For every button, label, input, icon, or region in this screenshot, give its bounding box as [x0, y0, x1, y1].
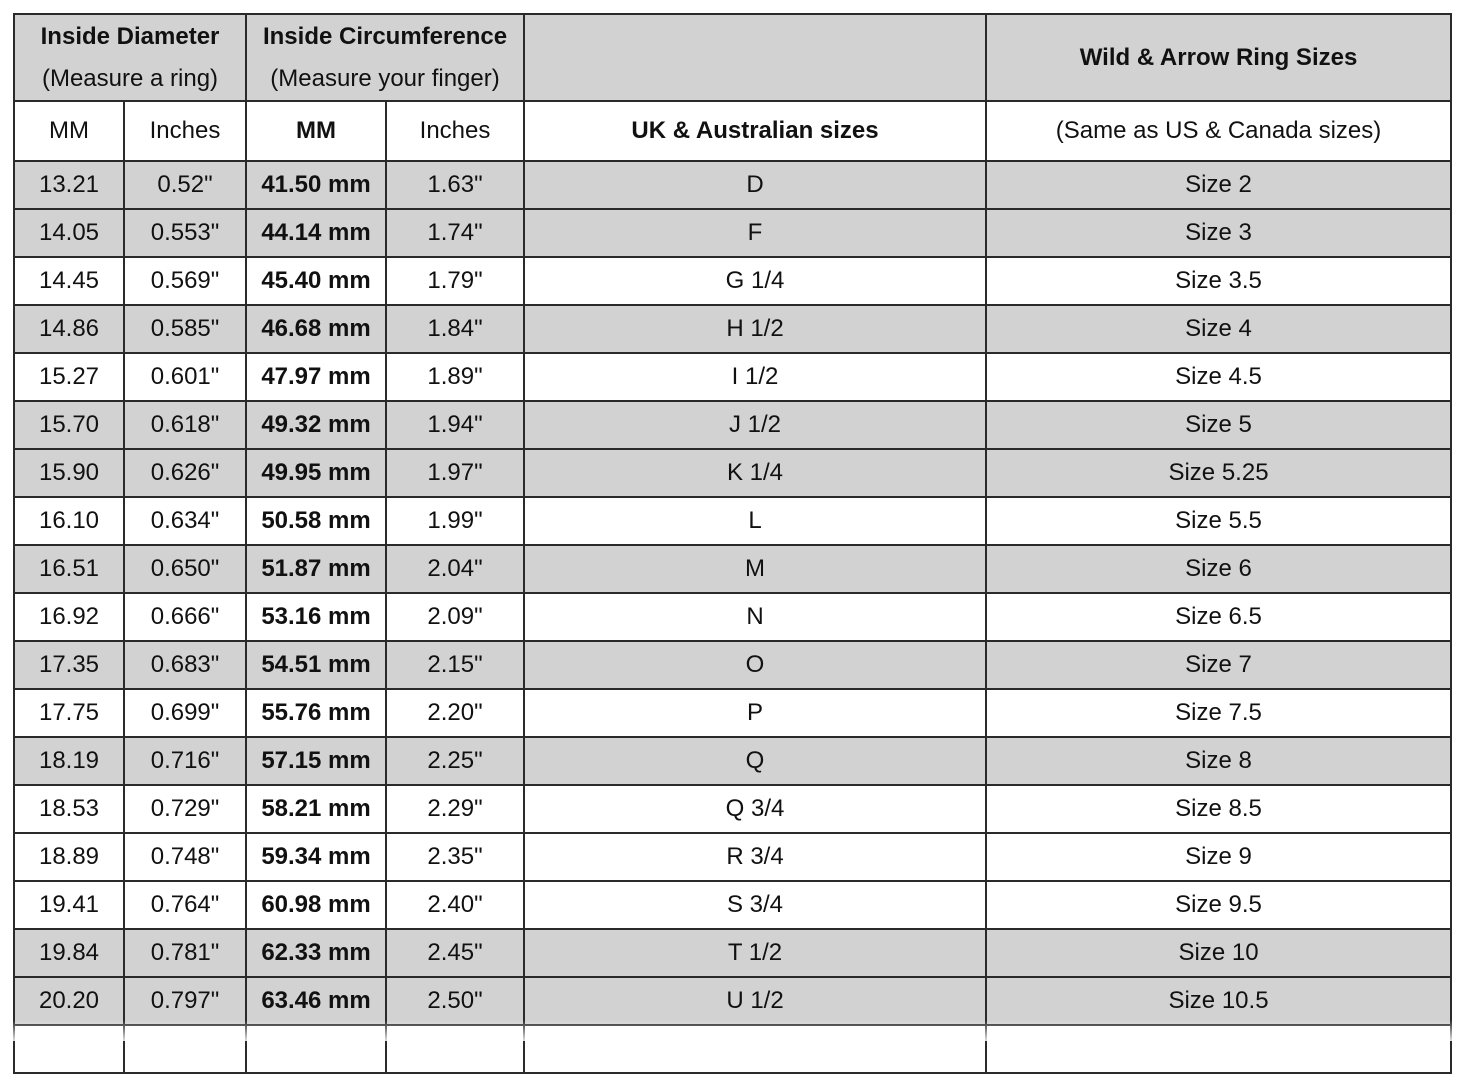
table-row: [14, 209, 1451, 257]
table-row: [14, 929, 1451, 977]
cell-circumference-inches: 1.89": [386, 353, 524, 401]
cell-circumference-mm: 46.68 mm: [246, 305, 386, 353]
table-row: [14, 497, 1451, 545]
table-row: [14, 641, 1451, 689]
cell-circumference-inches: 1.84": [386, 305, 524, 353]
cell-uk-au-size: T 1/2: [524, 929, 986, 977]
cell-uk-au-size: G 1/4: [524, 257, 986, 305]
cell-partial: [246, 1025, 386, 1073]
cell-circumference-mm: 44.14 mm: [246, 209, 386, 257]
table-row-partial: [14, 1025, 1451, 1073]
cell-circumference-mm: 41.50 mm: [246, 161, 386, 209]
cell-circumference-mm: 54.51 mm: [246, 641, 386, 689]
cell-diameter-inches: 0.52": [124, 161, 246, 209]
table-row: [14, 449, 1451, 497]
table-row: [14, 593, 1451, 641]
cell-uk-au-size: H 1/2: [524, 305, 986, 353]
wild-arrow-header: [986, 14, 1451, 101]
cell-wild-arrow-size: Size 2: [986, 161, 1451, 209]
cell-circumference-inches: 2.15": [386, 641, 524, 689]
table-row: [14, 401, 1451, 449]
table-row: [14, 785, 1451, 833]
cell-circumference-mm: 49.95 mm: [246, 449, 386, 497]
cell-diameter-mm: 15.90: [14, 449, 124, 497]
cell-circumference-inches: 1.74": [386, 209, 524, 257]
cell-circumference-inches: 2.25": [386, 737, 524, 785]
wild-arrow-title: Wild & Arrow Ring Sizes: [1079, 43, 1358, 71]
cell-partial: [386, 1025, 524, 1073]
col-header-diameter-mm: MM: [14, 101, 124, 161]
table-row: [14, 881, 1451, 929]
cell-wild-arrow-size: Size 8.5: [986, 785, 1451, 833]
table-row: [14, 689, 1451, 737]
inside-diameter-title: Inside Diameter: [40, 22, 220, 50]
cell-uk-au-size: Q 3/4: [524, 785, 986, 833]
cell-wild-arrow-size: Size 5: [986, 401, 1451, 449]
col-header-diameter-inches: Inches: [124, 101, 246, 161]
cell-partial: [14, 1025, 124, 1073]
cell-circumference-inches: 1.97": [386, 449, 524, 497]
cell-wild-arrow-size: Size 6: [986, 545, 1451, 593]
col-header-wild-arrow-note: (Same as US & Canada sizes): [986, 101, 1451, 161]
cell-diameter-mm: 19.84: [14, 929, 124, 977]
cell-partial: [986, 1025, 1451, 1073]
cell-uk-au-size: J 1/2: [524, 401, 986, 449]
cell-uk-au-size: K 1/4: [524, 449, 986, 497]
uk-au-group-header: [524, 14, 986, 101]
table-row: [14, 545, 1451, 593]
col-header-circumference-inches: Inches: [386, 101, 524, 161]
inside-circumference-title: Inside Circumference: [262, 22, 508, 50]
cell-wild-arrow-size: Size 6.5: [986, 593, 1451, 641]
cell-circumference-inches: 1.63": [386, 161, 524, 209]
cell-uk-au-size: O: [524, 641, 986, 689]
cell-diameter-mm: 16.51: [14, 545, 124, 593]
cell-uk-au-size: N: [524, 593, 986, 641]
cell-circumference-mm: 47.97 mm: [246, 353, 386, 401]
cell-diameter-inches: 0.626": [124, 449, 246, 497]
cell-circumference-inches: 2.50": [386, 977, 524, 1025]
header-row-columns: [14, 101, 1451, 161]
cell-uk-au-size: I 1/2: [524, 353, 986, 401]
cell-circumference-inches: 2.29": [386, 785, 524, 833]
cell-partial: [124, 1025, 246, 1073]
cell-diameter-mm: 16.92: [14, 593, 124, 641]
cell-diameter-mm: 18.53: [14, 785, 124, 833]
cell-wild-arrow-size: Size 3: [986, 209, 1451, 257]
cell-wild-arrow-size: Size 7: [986, 641, 1451, 689]
cell-diameter-inches: 0.618": [124, 401, 246, 449]
cell-diameter-mm: 14.45: [14, 257, 124, 305]
cell-diameter-inches: 0.699": [124, 689, 246, 737]
cell-diameter-inches: 0.781": [124, 929, 246, 977]
cell-circumference-mm: 60.98 mm: [246, 881, 386, 929]
header-row-groups: [14, 14, 1451, 101]
cell-circumference-inches: 2.20": [386, 689, 524, 737]
table-row: [14, 353, 1451, 401]
cell-uk-au-size: P: [524, 689, 986, 737]
cell-diameter-mm: 15.27: [14, 353, 124, 401]
cell-wild-arrow-size: Size 9.5: [986, 881, 1451, 929]
cell-circumference-mm: 57.15 mm: [246, 737, 386, 785]
table-body: [14, 161, 1451, 1073]
cell-diameter-inches: 0.650": [124, 545, 246, 593]
cell-diameter-inches: 0.683": [124, 641, 246, 689]
cell-diameter-inches: 0.601": [124, 353, 246, 401]
cell-uk-au-size: U 1/2: [524, 977, 986, 1025]
cell-wild-arrow-size: Size 3.5: [986, 257, 1451, 305]
cell-circumference-mm: 63.46 mm: [246, 977, 386, 1025]
cell-circumference-mm: 62.33 mm: [246, 929, 386, 977]
cell-circumference-mm: 53.16 mm: [246, 593, 386, 641]
cell-circumference-inches: 2.35": [386, 833, 524, 881]
cell-uk-au-size: S 3/4: [524, 881, 986, 929]
cell-diameter-inches: 0.553": [124, 209, 246, 257]
cell-partial: [524, 1025, 986, 1073]
col-header-uk-au-sizes: UK & Australian sizes: [524, 101, 986, 161]
ring-size-chart: [13, 13, 1450, 1074]
cell-circumference-inches: 2.09": [386, 593, 524, 641]
cell-circumference-inches: 2.40": [386, 881, 524, 929]
ring-size-table: [13, 13, 1452, 1074]
table-row: [14, 737, 1451, 785]
cell-diameter-mm: 18.19: [14, 737, 124, 785]
cell-circumference-mm: 58.21 mm: [246, 785, 386, 833]
cell-diameter-mm: 19.41: [14, 881, 124, 929]
cell-diameter-inches: 0.797": [124, 977, 246, 1025]
cell-uk-au-size: R 3/4: [524, 833, 986, 881]
cell-diameter-mm: 13.21: [14, 161, 124, 209]
cell-uk-au-size: Q: [524, 737, 986, 785]
cell-uk-au-size: D: [524, 161, 986, 209]
cell-circumference-mm: 49.32 mm: [246, 401, 386, 449]
cell-diameter-inches: 0.748": [124, 833, 246, 881]
cell-diameter-mm: 20.20: [14, 977, 124, 1025]
cell-diameter-mm: 16.10: [14, 497, 124, 545]
inside-diameter-subtitle: (Measure a ring): [41, 64, 219, 92]
cell-circumference-mm: 51.87 mm: [246, 545, 386, 593]
cell-circumference-inches: 1.94": [386, 401, 524, 449]
cell-circumference-mm: 50.58 mm: [246, 497, 386, 545]
cell-circumference-inches: 1.79": [386, 257, 524, 305]
cell-circumference-inches: 2.04": [386, 545, 524, 593]
cell-diameter-inches: 0.634": [124, 497, 246, 545]
cell-circumference-mm: 59.34 mm: [246, 833, 386, 881]
cell-wild-arrow-size: Size 4: [986, 305, 1451, 353]
cell-wild-arrow-size: Size 4.5: [986, 353, 1451, 401]
cell-diameter-inches: 0.716": [124, 737, 246, 785]
table-row: [14, 977, 1451, 1025]
cell-diameter-inches: 0.569": [124, 257, 246, 305]
cell-diameter-mm: 14.86: [14, 305, 124, 353]
cell-diameter-inches: 0.764": [124, 881, 246, 929]
inside-diameter-header: [14, 14, 246, 101]
table-row: [14, 305, 1451, 353]
cell-circumference-inches: 1.99": [386, 497, 524, 545]
cell-uk-au-size: M: [524, 545, 986, 593]
cell-wild-arrow-size: Size 8: [986, 737, 1451, 785]
cell-diameter-mm: 18.89: [14, 833, 124, 881]
cell-wild-arrow-size: Size 9: [986, 833, 1451, 881]
cell-circumference-inches: 2.45": [386, 929, 524, 977]
cell-uk-au-size: L: [524, 497, 986, 545]
col-header-circumference-mm: MM: [246, 101, 386, 161]
cell-diameter-inches: 0.729": [124, 785, 246, 833]
cell-diameter-mm: 15.70: [14, 401, 124, 449]
table-row: [14, 833, 1451, 881]
table-row: [14, 161, 1451, 209]
inside-circumference-subtitle: (Measure your finger): [270, 64, 500, 92]
cell-wild-arrow-size: Size 10: [986, 929, 1451, 977]
cell-circumference-mm: 55.76 mm: [246, 689, 386, 737]
cell-diameter-mm: 17.35: [14, 641, 124, 689]
cell-diameter-inches: 0.666": [124, 593, 246, 641]
cell-diameter-mm: 17.75: [14, 689, 124, 737]
cell-wild-arrow-size: Size 5.25: [986, 449, 1451, 497]
cell-wild-arrow-size: Size 10.5: [986, 977, 1451, 1025]
table-row: [14, 257, 1451, 305]
inside-circumference-header: [246, 14, 524, 101]
cell-diameter-mm: 14.05: [14, 209, 124, 257]
cell-wild-arrow-size: Size 7.5: [986, 689, 1451, 737]
cell-uk-au-size: F: [524, 209, 986, 257]
cell-circumference-mm: 45.40 mm: [246, 257, 386, 305]
cell-wild-arrow-size: Size 5.5: [986, 497, 1451, 545]
cell-diameter-inches: 0.585": [124, 305, 246, 353]
